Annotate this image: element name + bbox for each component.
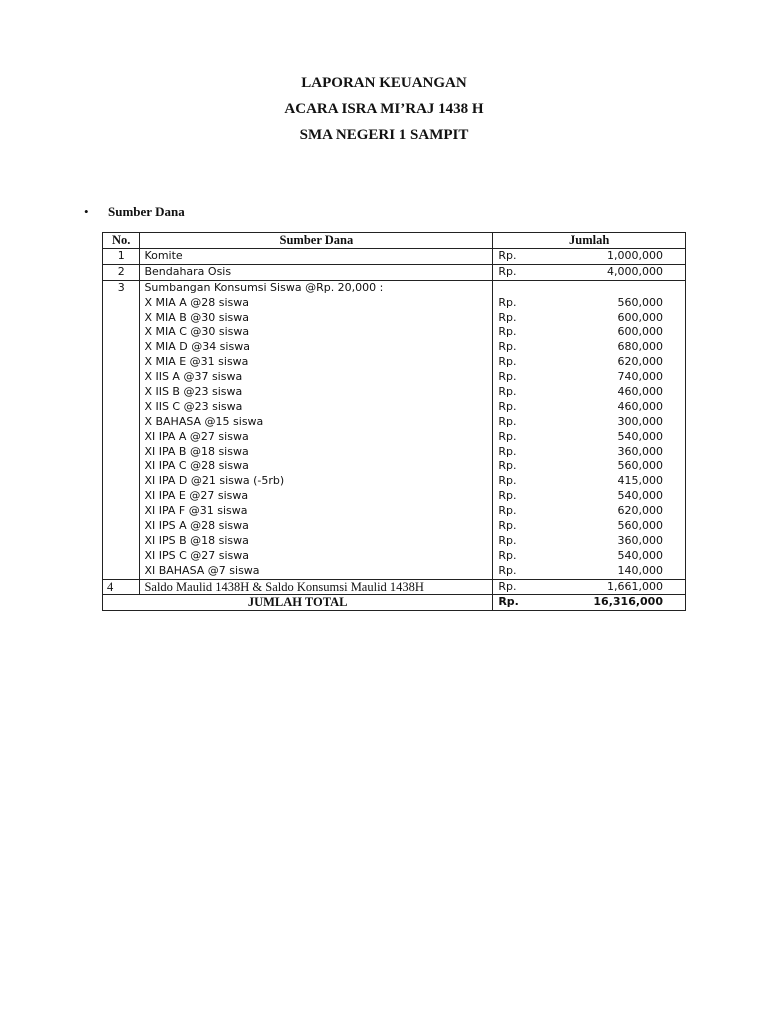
amount-value: 600,000 [617,310,663,324]
funding-table [102,232,686,611]
class-contribution-amount [493,430,685,445]
amount-value: 680,000 [617,340,663,354]
amount-value: 620,000 [617,355,663,369]
class-contribution-label: X MIA D @34 siswa [144,340,250,354]
class-contribution-label: X BAHASA @15 siswa [144,414,264,428]
amount-value: 560,000 [617,519,663,533]
class-contribution-label: X IIS A @37 siswa [144,370,243,384]
currency-label: Rp. [498,264,517,278]
total-label: JUMLAH TOTAL [247,595,348,610]
class-contribution-label: X IIS C @23 siswa [144,399,243,413]
table-row [103,249,686,265]
amount-value: 300,000 [617,414,663,428]
class-contribution-amount [493,489,685,504]
class-contribution-label: XI IPA C @28 siswa [144,459,249,473]
class-contribution-amount [493,385,685,400]
currency-label: Rp. [498,325,517,339]
source-name: Bendahara Osis [144,264,232,278]
class-contribution-amount [493,355,685,370]
amount-value: 540,000 [617,548,663,562]
total-amount-cell [493,595,685,610]
class-contribution-label: XI BAHASA @7 siswa [144,563,260,577]
row-number: 2 [117,264,125,278]
currency-label: Rp. [498,429,517,443]
currency-label: Rp. [498,533,517,547]
class-contribution-amount [493,325,685,340]
class-contribution-amount [493,445,685,460]
class-contribution-label: XI IPA F @31 siswa [144,504,248,518]
currency-label: Rp. [498,489,517,503]
currency-label: Rp. [498,414,517,428]
column-header-source: Sumber Dana [140,233,493,249]
currency-label: Rp. [498,295,517,309]
class-contribution-amount [493,534,685,549]
school-name: SMA NEGERI 1 SAMPIT [299,127,469,143]
section-heading [84,204,185,220]
class-contribution-amount [493,340,685,355]
class-contribution-amount [493,311,685,326]
row-number: 4 [107,579,114,594]
table-row [103,264,686,280]
amount-value: 1,000,000 [607,249,663,262]
total-amount-value: 16,316,000 [593,595,663,609]
amount-value: 415,000 [617,474,663,488]
currency-label: Rp. [498,385,517,399]
class-contribution-label: XI IPS B @18 siswa [144,533,249,547]
class-contribution-label: X MIA B @30 siswa [144,310,250,324]
table-row [103,280,686,579]
currency-label: Rp. [498,355,517,369]
class-contribution-list [144,296,492,579]
amount-value: 360,000 [617,533,663,547]
amount-value: 140,000 [617,563,663,577]
column-header-no: No. [103,233,140,249]
bullet-icon: • [84,204,89,219]
amount-value: 540,000 [617,489,663,503]
currency-label: Rp. [498,563,517,577]
amount-value: 620,000 [617,504,663,518]
currency-label: Rp. [498,548,517,562]
currency-label: Rp. [498,504,517,518]
currency-label: Rp. [498,340,517,354]
class-contribution-amount [493,474,685,489]
source-name: Saldo Maulid 1438H & Saldo Konsumsi Maulid 1438H [144,579,424,594]
class-contribution-amount [493,296,685,311]
currency-label: Rp. [498,519,517,533]
currency-label: Rp. [498,459,517,473]
source-name: Sumbangan Konsumsi Siswa @Rp. 20,000 : [144,280,384,294]
class-contribution-label: X MIA C @30 siswa [144,325,250,339]
amount-value: 460,000 [617,399,663,413]
class-contribution-amount [493,370,685,385]
amount-value: 1,661,000 [607,579,663,593]
row-number: 3 [117,280,125,294]
class-contribution-label: XI IPA B @18 siswa [144,444,249,458]
total-row [103,595,686,611]
currency-label: Rp. [498,579,517,593]
class-contribution-label: X MIA E @31 siswa [144,355,249,369]
class-contribution-amount [493,564,685,579]
amount-cell [493,265,685,280]
section-label: Sumber Dana [108,204,185,219]
report-title: LAPORAN KEUANGAN [301,75,467,91]
currency-label: Rp. [498,474,517,488]
class-contribution-amount [493,519,685,534]
column-header-amount: Jumlah [493,233,686,249]
class-contribution-label: XI IPS C @27 siswa [144,548,249,562]
amount-value: 540,000 [617,429,663,443]
amount-cell [493,580,685,595]
currency-label: Rp. [498,595,519,609]
amount-value: 560,000 [617,295,663,309]
currency-label: Rp. [498,370,517,384]
table-row [103,579,686,595]
source-name: Komite [144,249,183,262]
currency-label: Rp. [498,249,517,262]
amount-value: 600,000 [617,325,663,339]
currency-label: Rp. [498,399,517,413]
class-contribution-amount [493,415,685,430]
class-contribution-amount [493,504,685,519]
class-contribution-label: X MIA A @28 siswa [144,295,249,309]
class-contribution-label: X IIS B @23 siswa [144,385,243,399]
class-contribution-amount [493,549,685,564]
table-header-row [103,233,686,249]
class-contribution-amounts [493,296,685,579]
amount-value: 560,000 [617,459,663,473]
class-contribution-label: XI IPA E @27 siswa [144,489,249,503]
event-title: ACARA ISRA MI’RAJ 1438 H [284,101,484,117]
row-number: 1 [117,249,125,262]
amount-value: 740,000 [617,370,663,384]
report-header [0,70,768,148]
class-contribution-label: XI IPA D @21 siswa (-5rb) [144,474,285,488]
class-contribution-amount [493,400,685,415]
amount-value: 460,000 [617,385,663,399]
class-contribution-label: XI IPS A @28 siswa [144,519,249,533]
currency-label: Rp. [498,444,517,458]
currency-label: Rp. [498,310,517,324]
amount-value: 360,000 [617,444,663,458]
amount-cell [493,249,685,264]
class-contribution-label: XI IPA A @27 siswa [144,429,249,443]
class-contribution-amount [493,459,685,474]
amount-value: 4,000,000 [607,264,663,278]
